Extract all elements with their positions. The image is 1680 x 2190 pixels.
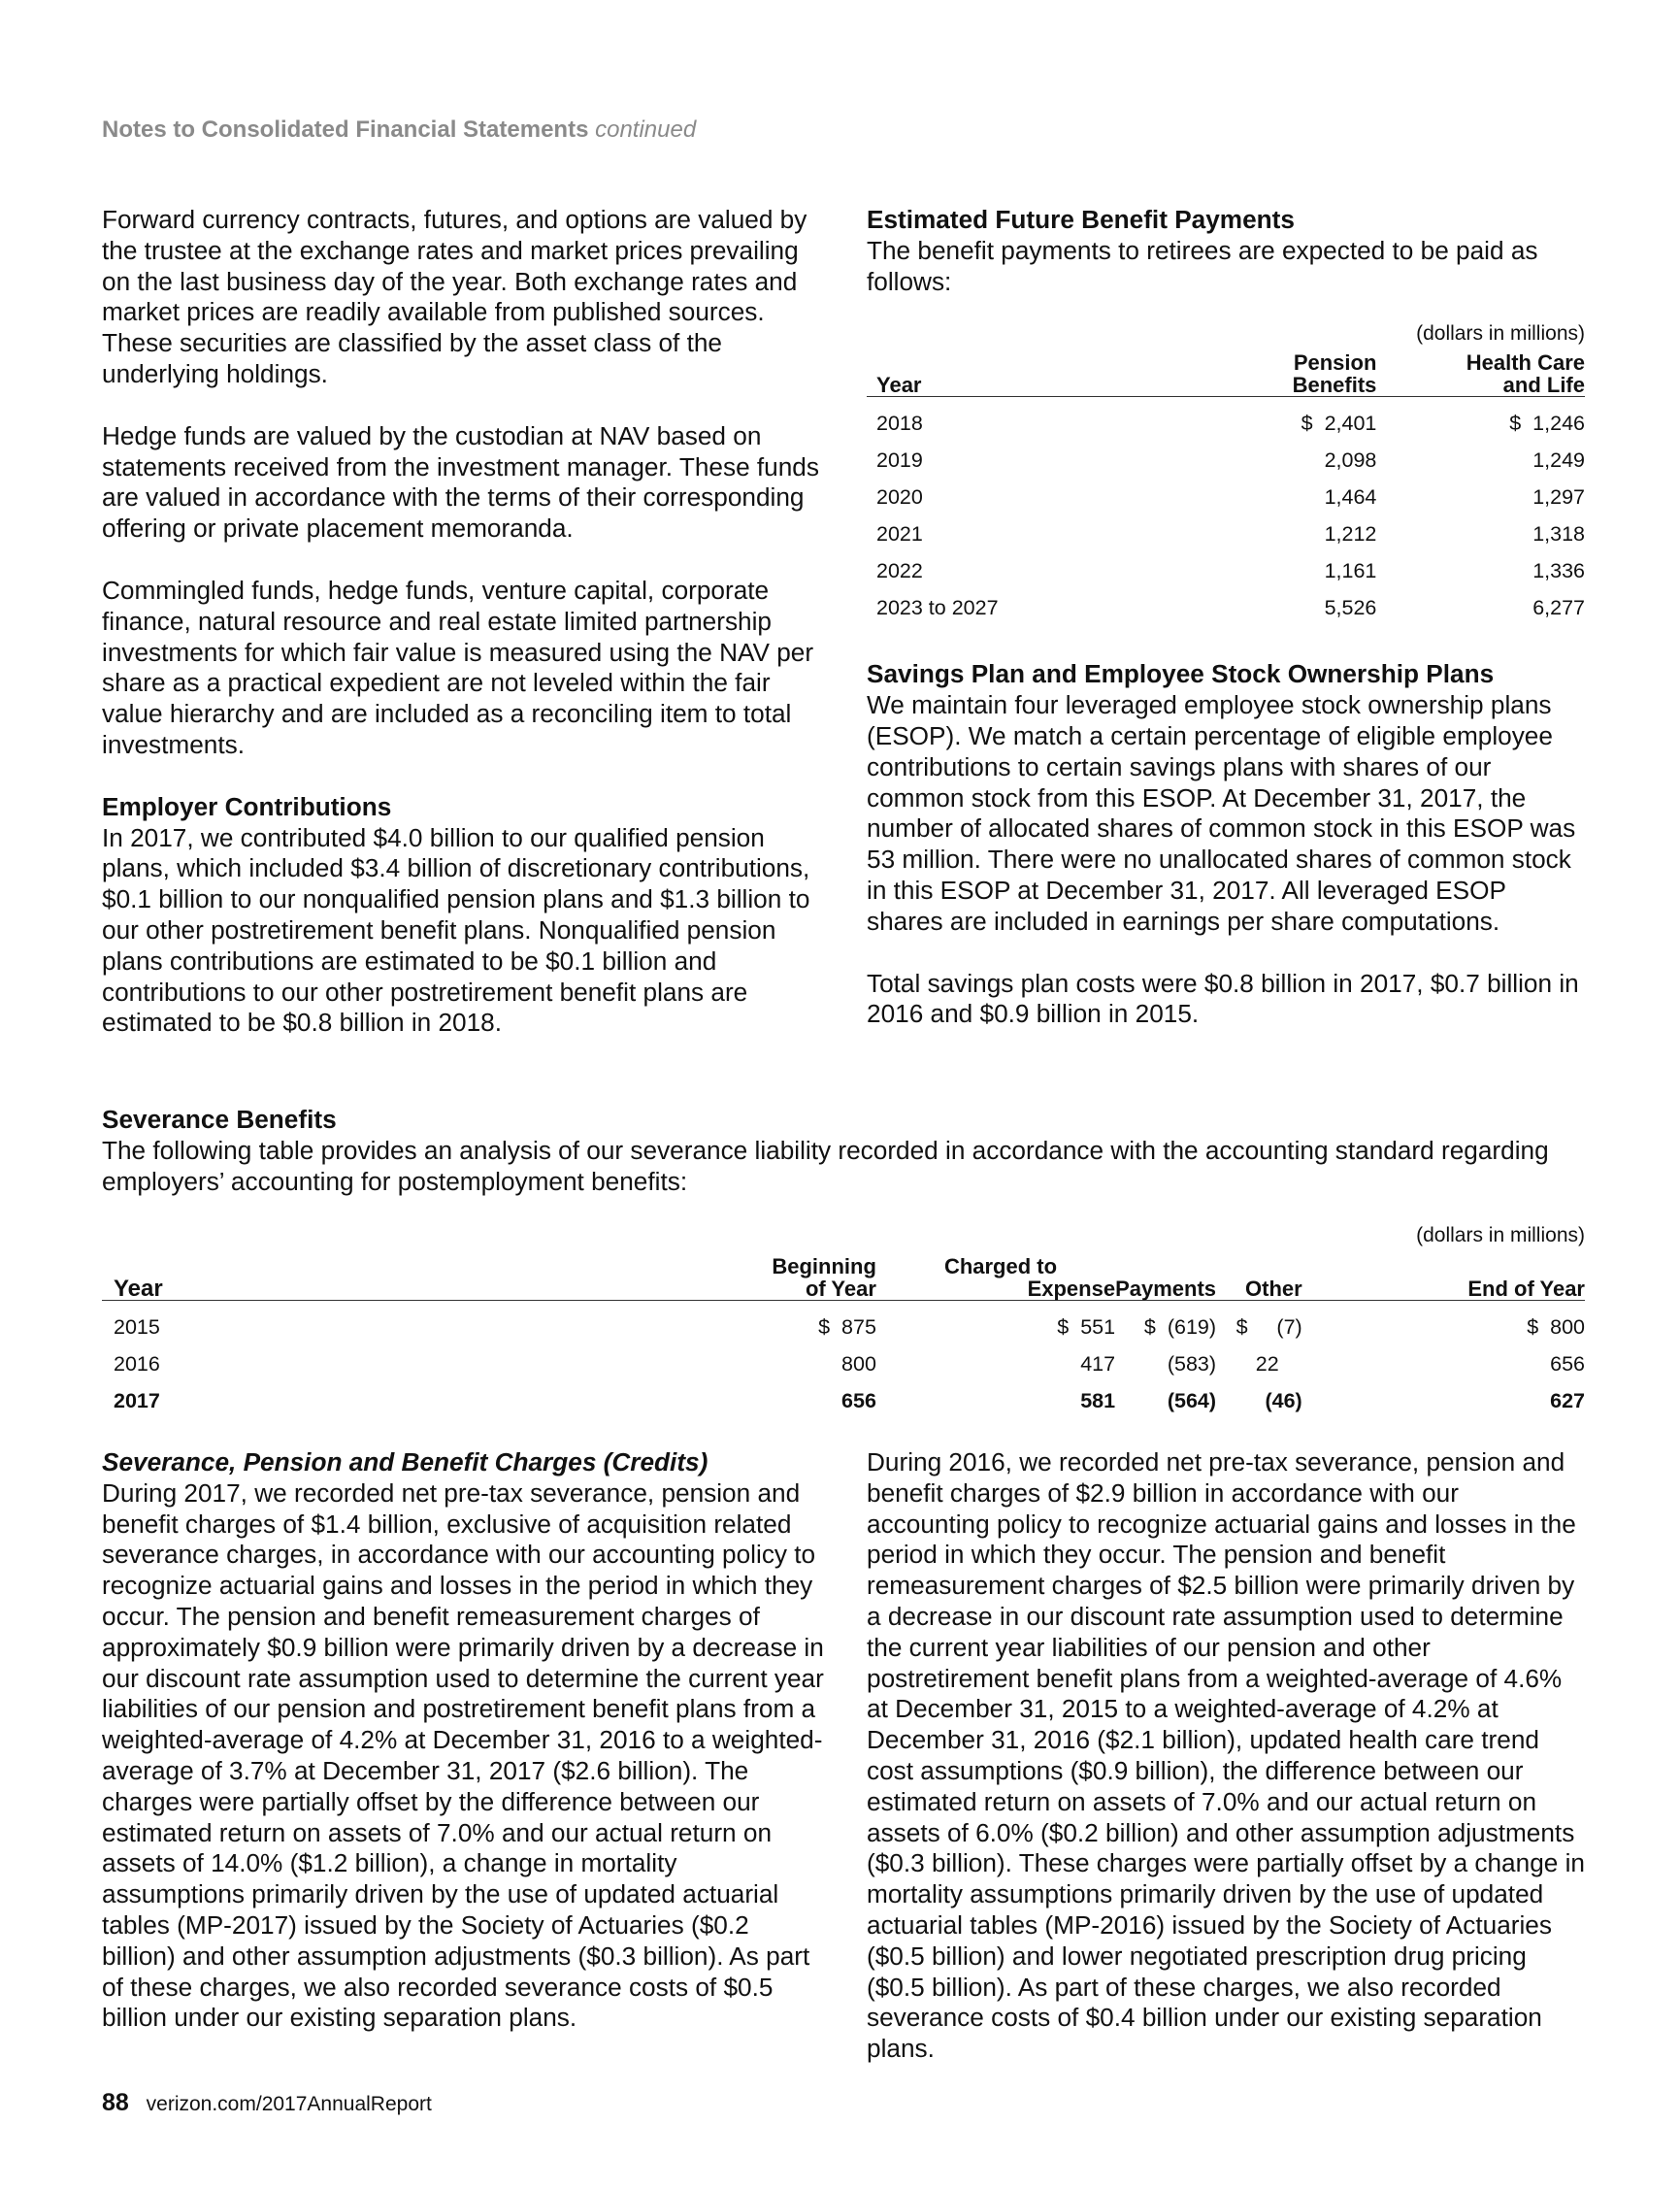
sev-col-payments: Payments (1115, 1255, 1216, 1301)
sev-row-year: 2017 (114, 1388, 160, 1412)
row-year: 2019 (876, 448, 923, 472)
employer-contributions-text: In 2017, we contributed $4.0 billion to our qualified pension plans, which included $3.4 billion of discretionary contributions, $0.1 billion to our nonqualified pension plans and $1.3 billion to our other postretirement benefit plans. Nonqualified pension plans contributions are estimated to be $0.1 billion and contributions to our other postretirement benefit plans are estimated to be $0.8 billion in 2018. (102, 822, 810, 1038)
table-row (102, 1345, 1585, 1382)
severance-table (102, 1255, 1585, 1419)
severance-header-row (102, 1255, 1585, 1301)
paragraph-commingled-funds: Commingled funds, hedge funds, venture capital, corporate finance, natural resource and real estate limited partnership investments for which fair value is measured using the NAV per share as a practical expedient are not leveled within the fair value hierarchy and are included as a reconciling item to total investments. (102, 575, 814, 759)
sev-row-year: 2016 (114, 1351, 160, 1376)
table-row (867, 442, 1585, 479)
row-health: 6,277 (1532, 595, 1585, 619)
col-health-line2: and Life (1502, 373, 1585, 398)
header-title: Notes to Consolidated Financial Statements (102, 116, 589, 143)
sev-col-other: Other (1216, 1255, 1302, 1301)
table-row (867, 552, 1585, 589)
header-continued: continued (595, 116, 697, 143)
left-column-top (102, 205, 825, 1039)
row-pension: 1,212 (1324, 521, 1377, 546)
sev-col-year: Year (102, 1255, 705, 1301)
sev-col-charged (876, 1255, 1115, 1301)
row-pension: 1,161 (1324, 558, 1377, 582)
sev-row-charged: 581 (1080, 1388, 1116, 1412)
sev-col-charged-line1: Charged to (943, 1254, 1058, 1279)
savings-plan-heading: Savings Plan and Employee Stock Ownership Plans (867, 659, 1495, 689)
severance-charges-2017-text: During 2017, we recorded net pre-tax severance, pension and benefit charges of $1.4 billion, exclusive of acquisition related severance charges, in accordance with our accounting policy to recognize actuarial gains and losses in the period in which they occur. The pension and benefit remeasurement charges of approximately $0.9 billion were primarily driven by a decrease in our discount rate assumption used to determine the current year liabilities of our pension and postretirement benefit plans from a weighted-average of 4.2% at December 31, 2016 to a weighted-average of 3.7% at December 31, 2017 ($2.6 billion). The charges were partially offset by the difference between our estimated return on assets of 7.0% and our actual return on assets of 14.0% ($1.2 billion), a change in mortality assumptions primarily driven by the use of updated actuarial tables (MP-2017) issued by the Society of Actuaries ($0.2 billion) and other assumption adjustments ($0.3 billion). As part of these charges, we also recorded severance costs of $0.5 billion under our existing separation plans. (102, 1477, 824, 2033)
severance-charges-heading: Severance, Pension and Benefit Charges (Credits) (102, 1447, 708, 1477)
sev-row-payments: (583) (1167, 1351, 1217, 1376)
sev-row-payments: $ (619) (1143, 1314, 1217, 1339)
row-pension: 5,526 (1324, 595, 1377, 619)
page-footer (102, 2089, 432, 2117)
row-health: $ 1,246 (1509, 411, 1585, 435)
col-health-header (1376, 351, 1585, 397)
row-health: 1,318 (1532, 521, 1585, 546)
sev-row-charged: 417 (1080, 1351, 1116, 1376)
savings-plan-costs: Total savings plan costs were $0.8 billion in 2017, $0.7 billion in 2016 and $0.9 billion in 2015. (867, 968, 1579, 1029)
sev-col-begin (705, 1255, 876, 1301)
row-pension: 1,464 (1324, 484, 1377, 509)
table-row (102, 1382, 1585, 1419)
col-pension-line1: Pension (1293, 350, 1377, 376)
future-benefit-heading: Estimated Future Benefit Payments (867, 205, 1295, 234)
row-pension: 2,098 (1324, 448, 1377, 472)
sev-row-end: $ 800 (1527, 1314, 1585, 1339)
table-header-row (867, 351, 1585, 397)
table-row (867, 479, 1585, 515)
table-row (867, 405, 1585, 442)
sev-row-begin: 656 (841, 1388, 876, 1412)
severance-charges-2016-text: During 2016, we recorded net pre-tax severance, pension and benefit charges of $2.9 billion in accordance with our accounting policy to recognize actuarial gains and losses in the period in which they occur. The pension and benefit remeasurement charges of $2.5 billion were primarily driven by a decrease in our discount rate assumption used to determine the current year liabilities of our pension and other postretirement benefit plans from a weighted-average of 4.6% at December 31, 2015 to a weighted-average of 4.2% at December 31, 2016 ($2.1 billion), updated health care trend cost assumptions ($0.9 billion), the difference between our estimated return on assets of 7.0% and our actual return on assets of 6.0% ($0.2 billion) and other assumption adjustments ($0.3 billion). These charges were partially offset by a change in mortality assumptions primarily driven by the use of updated actuarial tables (MP-2016) issued by the Society of Actuaries ($0.5 billion) and lower negotiated prescription drug pricing ($0.5 billion). As part of these charges, we also recorded severance costs of $0.4 billion under our existing separation plans. (867, 1447, 1585, 2064)
row-year: 2022 (876, 558, 923, 582)
right-column-top (867, 205, 1585, 1030)
sev-row-year: 2015 (114, 1314, 160, 1339)
severance-units: (dollars in millions) (1416, 1224, 1585, 1247)
row-health: 1,249 (1532, 448, 1585, 472)
sev-row-end: 656 (1550, 1351, 1585, 1376)
sev-row-other: 22 (1255, 1351, 1279, 1376)
table-row (867, 515, 1585, 552)
severance-intro: The following table provides an analysis of our severance liability recorded in accordance with the accounting standard regarding employers’ accounting for postemployment benefits: (102, 1135, 1549, 1196)
row-health: 1,336 (1532, 558, 1585, 582)
row-pension: $ 2,401 (1301, 411, 1377, 435)
sev-row-begin: 800 (841, 1351, 876, 1376)
sev-row-other: $ (7) (1235, 1314, 1302, 1339)
sev-row-charged: $ 551 (1057, 1314, 1116, 1339)
page-header (102, 116, 696, 144)
right-column-bottom (867, 1447, 1585, 2065)
severance-section (102, 1105, 1585, 1419)
row-health: 1,297 (1532, 484, 1585, 509)
sev-row-begin: $ 875 (818, 1314, 876, 1339)
future-benefit-intro: The benefit payments to retirees are expected to be paid as follows: (867, 235, 1538, 296)
savings-plan-text: We maintain four leveraged employee stock ownership plans (ESOP). We match a certain percentage of eligible employee contributions to certain savings plans with shares of our common stock from this ESOP. At December 31, 2017, the number of allocated shares of common stock in this ESOP was 53 million. There were no unallocated shares of common stock in this ESOP at December 31, 2017. All leveraged ESOP shares are included in earnings per share computations. (867, 690, 1576, 936)
sev-row-payments: (564) (1167, 1388, 1217, 1412)
benefit-payments-table (867, 351, 1585, 626)
left-column-bottom (102, 1447, 825, 2034)
sev-col-end: End of Year (1302, 1255, 1585, 1301)
paragraph-hedge-funds: Hedge funds are valued by the custodian at NAV based on statements received from the investment manager. These funds are valued in accordance with the terms of their corresponding offering or private placement memoranda. (102, 420, 819, 544)
sev-row-other: (46) (1265, 1388, 1302, 1412)
paragraph-forward-contracts: Forward currency contracts, futures, and options are valued by the trustee at the exchange rates and market prices prevailing on the last business day of the year. Both exchange rates and market prices are readily available from published sources. These securities are classified by the asset class of the underlying holdings. (102, 205, 807, 388)
sev-col-charged-line2: Expense (1027, 1277, 1116, 1302)
employer-contributions-heading: Employer Contributions (102, 791, 392, 821)
sev-col-begin-line2: of Year (805, 1277, 876, 1302)
units-label: (dollars in millions) (1416, 322, 1585, 346)
table-row (102, 1309, 1585, 1345)
page-number: 88 (102, 2089, 129, 2116)
row-year: 2021 (876, 521, 923, 546)
footer-url: verizon.com/2017AnnualReport (146, 2093, 432, 2115)
col-health-line1: Health Care (1466, 350, 1585, 376)
table-row (867, 589, 1585, 626)
severance-heading: Severance Benefits (102, 1105, 337, 1134)
sev-col-begin-line1: Beginning (772, 1254, 876, 1279)
row-year: 2018 (876, 411, 923, 435)
row-year: 2023 to 2027 (876, 595, 999, 619)
sev-row-end: 627 (1550, 1388, 1585, 1412)
row-year: 2020 (876, 484, 923, 509)
col-pension-line2: Benefits (1292, 373, 1377, 398)
col-year-header: Year (867, 351, 1169, 397)
col-pension-header (1169, 351, 1377, 397)
